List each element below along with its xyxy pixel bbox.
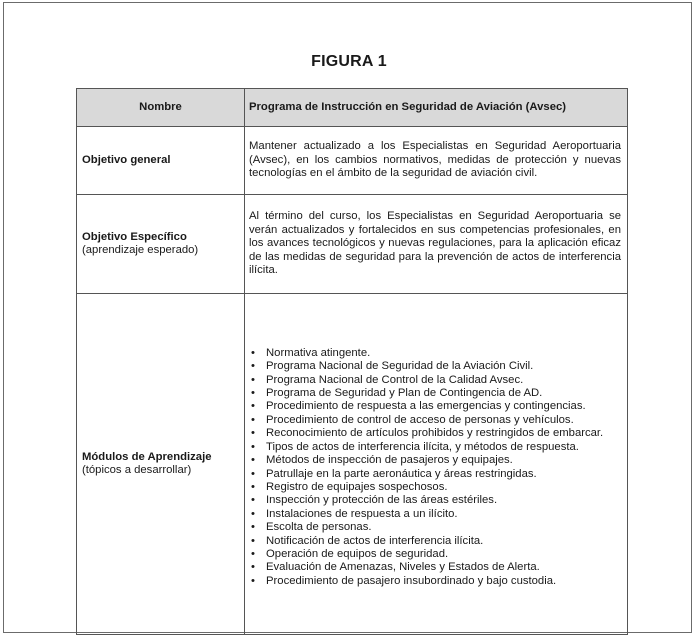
list-item: • Reconocimiento de artículos prohibidos y restringidos de embarcar. [249,427,621,440]
program-table [76,88,628,635]
objetivo-especifico-text: Al término del curso, los Especialistas en Seguridad Aeroportuaria se verán actualizados y fortalecidos en sus competencias profesionales, en los avances tecnológicos y nuevas regulaciones, para la aplicación eficaz de las medidas de seguridad para la prevención de actos de interferencia ilícita. [245,195,628,294]
modulos-list [249,347,621,588]
objetivo-general-label [77,127,245,195]
list-item: • Procedimiento de respuesta a las emergencias y contingencias. [249,400,621,413]
table-row-modulos [77,294,628,635]
list-item: • Inspección y protección de las áreas estériles. [249,494,621,507]
header-label: Nombre [77,89,245,127]
modulos-list-cell [245,294,628,635]
list-item: • Normativa atingente. [249,347,621,360]
list-item: • Instalaciones de respuesta a un ilícito. [249,508,621,521]
list-item: • Procedimiento de control de acceso de personas y vehículos. [249,414,621,427]
table-row-objetivo-general [77,127,628,195]
figure-title: FIGURA 1 [311,53,387,70]
table-header-row [77,89,628,127]
list-item: • Procedimiento de pasajero insubordinado y bajo custodia. [249,575,621,588]
objetivo-general-text: Mantener actualizado a los Especialistas en Seguridad Aeroportuaria (Avsec), en los cambios normativos, medidas de protección y nuevas tecnologías en el ámbito de la seguridad de aviación civil. [245,127,628,195]
list-item: • Registro de equipajes sospechosos. [249,481,621,494]
list-item: • Escolta de personas. [249,521,621,534]
list-item: • Evaluación de Amenazas, Niveles y Estados de Alerta. [249,561,621,574]
modulos-title: Módulos de Aprendizaje [82,450,212,463]
list-item: • Programa de Seguridad y Plan de Contingencia de AD. [249,387,621,400]
objetivo-general-title: Objetivo general [82,153,171,166]
list-item: • Notificación de actos de interferencia ilícita. [249,535,621,548]
objetivo-especifico-subtitle: (aprendizaje esperado) [82,244,199,256]
list-item: • Programa Nacional de Seguridad de la Aviación Civil. [249,360,621,373]
modulos-label [77,294,245,635]
objetivo-especifico-label [77,195,245,294]
list-item: • Operación de equipos de seguridad. [249,548,621,561]
modulos-subtitle: (tópicos a desarrollar) [82,464,192,476]
table-row-objetivo-especifico [77,195,628,294]
list-item: • Métodos de inspección de pasajeros y equipajes. [249,454,621,467]
list-item: • Tipos de actos de interferencia ilícita, y métodos de respuesta. [249,441,621,454]
list-item: • Patrullaje en la parte aeronáutica y áreas restringidas. [249,468,621,481]
objetivo-especifico-title: Objetivo Específico [82,230,187,243]
list-item: • Programa Nacional de Control de la Calidad Avsec. [249,374,621,387]
program-name: Programa de Instrucción en Seguridad de Aviación (Avsec) [245,89,628,127]
